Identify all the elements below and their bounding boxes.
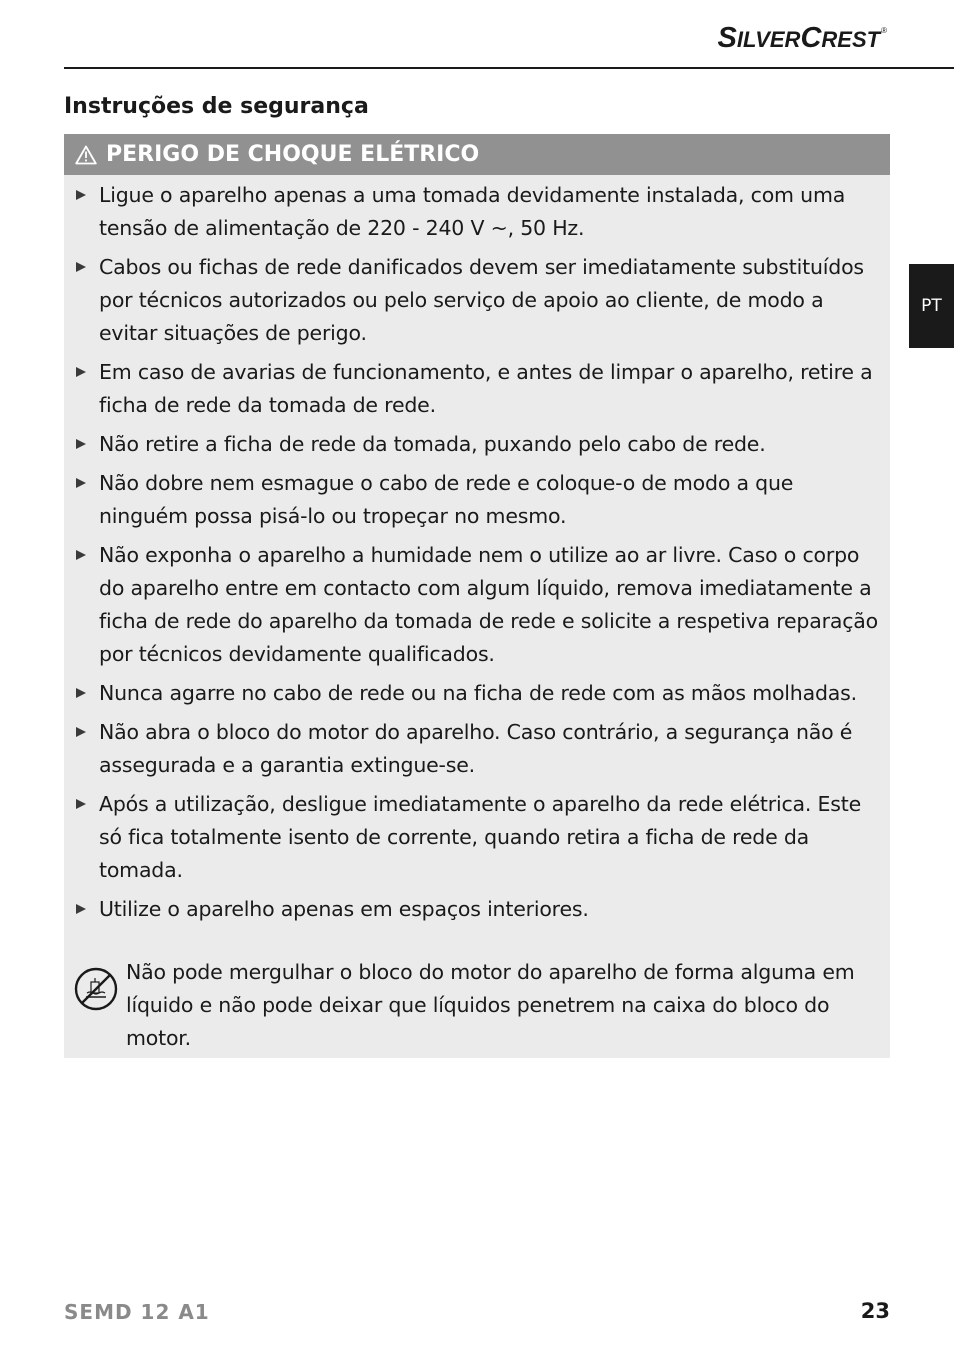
note-icon-wrap <box>64 956 126 1055</box>
language-tab-label: PT <box>921 296 942 316</box>
bullet-arrow-icon <box>76 478 86 488</box>
safety-list <box>64 175 890 926</box>
registered-mark: ® <box>881 26 887 35</box>
list-item-text: Em caso de avarias de funcionamento, e antes de limpar o aparelho, retire a ficha de rede da tomada de rede. <box>99 360 873 417</box>
list-item <box>64 716 890 782</box>
bullet-arrow-icon <box>76 688 86 698</box>
note-text: Não pode mergulhar o bloco do motor do aparelho de forma alguma em líquido e não pode deixar que líquidos penetrem na caixa do bloco do motor. <box>126 960 855 1050</box>
list-item <box>64 179 890 245</box>
bullet-arrow-icon <box>76 799 86 809</box>
list-item <box>64 893 890 926</box>
footer-model: SEMD 12 A1 <box>64 1300 210 1324</box>
list-item <box>64 539 890 671</box>
list-item-text: Não exponha o aparelho a humidade nem o utilize ao ar livre. Caso o corpo do aparelho entre em contacto com algum líquido, remova imediatamente a ficha de rede do aparelho da tomada de rede e solicite a respetiva reparação por técnicos devidamente qualificados. <box>99 543 878 666</box>
language-tab <box>909 264 954 348</box>
list-item-text: Ligue o aparelho apenas a uma tomada devidamente instalada, com uma tensão de alimentação de 220 - 240 V ~, 50 Hz. <box>99 183 846 240</box>
section-title: Instruções de segurança <box>64 94 369 119</box>
brand-rest: REST <box>821 27 881 52</box>
bullet-arrow-icon <box>76 727 86 737</box>
list-item-text: Não abra o bloco do motor do aparelho. Caso contrário, a segurança não é assegurada e a garantia extingue-se. <box>99 720 853 777</box>
list-item-text: Cabos ou fichas de rede danificados devem ser imediatamente substituídos por técnicos autorizados ou pelo serviço de apoio ao cliente, de modo a evitar situações de perigo. <box>99 255 864 345</box>
page-number: 23 <box>860 1299 890 1323</box>
warning-triangle-icon <box>75 145 97 165</box>
immersion-note <box>64 956 890 1055</box>
list-item <box>64 788 890 887</box>
brand-logo <box>718 22 886 55</box>
safety-panel <box>64 134 890 1058</box>
bullet-arrow-icon <box>76 262 86 272</box>
list-item <box>64 467 890 533</box>
list-item <box>64 356 890 422</box>
warning-bar <box>64 134 890 175</box>
bullet-arrow-icon <box>76 190 86 200</box>
bullet-arrow-icon <box>76 439 86 449</box>
warning-title: PERIGO DE CHOQUE ELÉTRICO <box>106 142 480 167</box>
list-item-text: Nunca agarre no cabo de rede ou na ficha de rede com as mãos molhadas. <box>99 681 857 705</box>
bullet-arrow-icon <box>76 904 86 914</box>
list-item <box>64 677 890 710</box>
list-item <box>64 428 890 461</box>
list-item-text: Não dobre nem esmague o cabo de rede e coloque-o de modo a que ninguém possa pisá-lo ou tropeçar no mesmo. <box>99 471 794 528</box>
brand-ilver: ILVER <box>736 27 801 52</box>
no-immersion-icon <box>73 966 119 1012</box>
bullet-arrow-icon <box>76 550 86 560</box>
bullet-arrow-icon <box>76 367 86 377</box>
brand-letter-c: C <box>800 22 822 54</box>
list-item-text: Após a utilização, desligue imediatamente o aparelho da rede elétrica. Este só fica totalmente isento de corrente, quando retira a ficha de rede da tomada. <box>99 792 862 882</box>
list-item <box>64 251 890 350</box>
list-item-text: Não retire a ficha de rede da tomada, puxando pelo cabo de rede. <box>99 432 766 456</box>
list-item-text: Utilize o aparelho apenas em espaços interiores. <box>99 897 589 921</box>
brand-letter-s: S <box>717 22 737 54</box>
header-rule <box>64 67 954 69</box>
